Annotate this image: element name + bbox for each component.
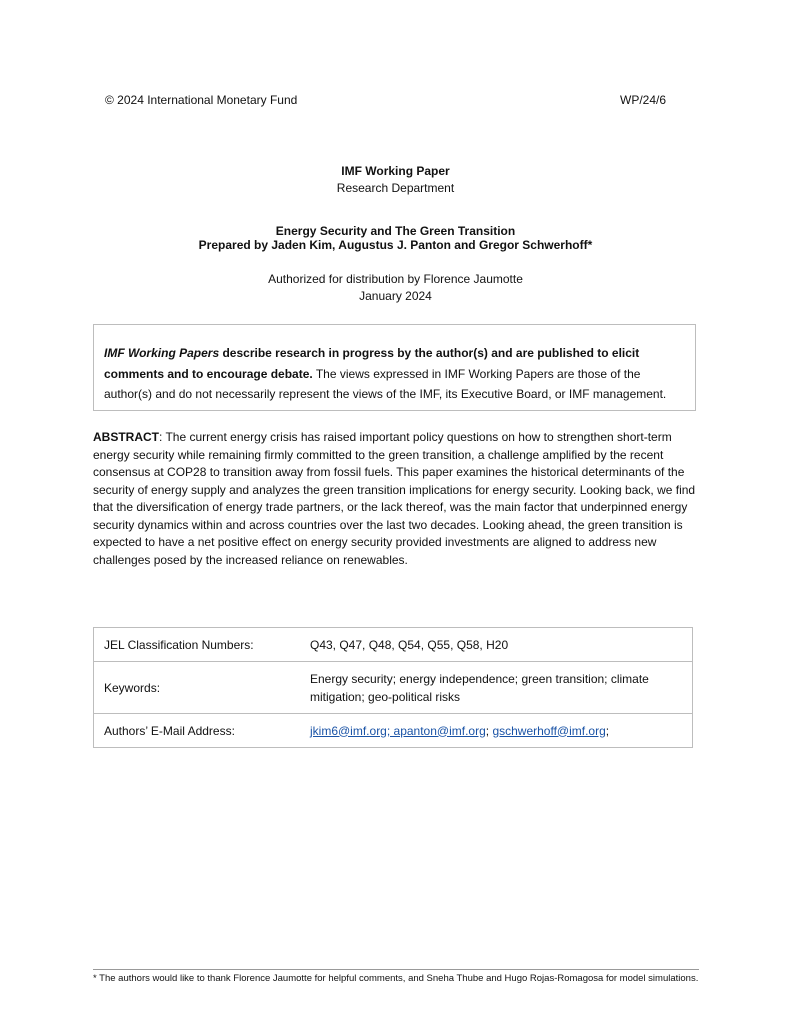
paper-number: WP/24/6 xyxy=(620,93,667,107)
email-label: Authors’ E-Mail Address: xyxy=(94,714,299,748)
department: Research Department xyxy=(336,181,455,195)
disclaimer-box xyxy=(93,324,696,411)
abstract xyxy=(93,429,698,569)
keywords-value: Energy security; energy independence; green transition; climate mitigation; geo-political risks xyxy=(298,662,693,714)
keywords-label: Keywords: xyxy=(94,662,299,714)
disclaimer-lead: IMF Working Papers xyxy=(104,346,220,360)
email-link-schwerhoff[interactable]: gschwerhoff@imf.org xyxy=(492,723,606,738)
email-value xyxy=(298,714,693,748)
table-row xyxy=(94,714,693,748)
jel-value: Q43, Q47, Q48, Q54, Q55, Q58, H20 xyxy=(298,628,693,662)
disclaimer-text: The views expressed in IMF Working Papers are those of the author(s) and do not necessarily represent the views of the IMF, its Executive Board, or IMF management. xyxy=(104,366,667,401)
paper-title: Energy Security and The Green Transition xyxy=(275,224,516,238)
footnote-divider xyxy=(93,969,699,970)
table-row xyxy=(94,662,693,714)
email-link-kim-panton[interactable]: jkim6@imf.org; apanton@imf.org xyxy=(310,723,486,738)
metadata-table xyxy=(93,627,693,748)
abstract-text: : The current energy crisis has raised important policy questions on how to strengthen short-term energy security while remaining firmly committed to the green transition, a challenge amplified by the recent consensus at COP28 to transition away from fossil fuels. This paper examines the historical determinants of the security of energy supply and analyzes the green transition implications for energy security. Looking back, we find that the diversification of energy trade partners, or the lack thereof, was the main factor that underpinned energy security dynamics within and across countries over the last two decades. Looking ahead, the green transition is expected to have a net positive effect on energy security provided investments are aligned to address new challenges posed by the increased reliance on renewables. xyxy=(93,430,696,567)
authors-line: Prepared by Jaden Kim, Augustus J. Panton and Gregor Schwerhoff* xyxy=(198,238,593,252)
series-title: IMF Working Paper xyxy=(341,164,450,178)
authorized-by: Authorized for distribution by Florence Jaumotte xyxy=(268,272,523,286)
copyright-notice: © 2024 International Monetary Fund xyxy=(105,93,298,107)
email-separator: ; xyxy=(605,723,610,738)
footnote: * The authors would like to thank Florence Jaumotte for helpful comments, and Sneha Thube and Hugo Rojas-Romagosa for model simulations. xyxy=(93,973,699,984)
email-separator: ; xyxy=(485,723,493,738)
disclaimer-bold: describe research in progress by the author(s) and are published to elicit comments and to encourage debate. xyxy=(104,346,640,381)
table-row xyxy=(94,628,693,662)
abstract-label: ABSTRACT xyxy=(93,430,159,444)
publication-date: January 2024 xyxy=(359,289,432,303)
jel-label: JEL Classification Numbers: xyxy=(94,628,299,662)
